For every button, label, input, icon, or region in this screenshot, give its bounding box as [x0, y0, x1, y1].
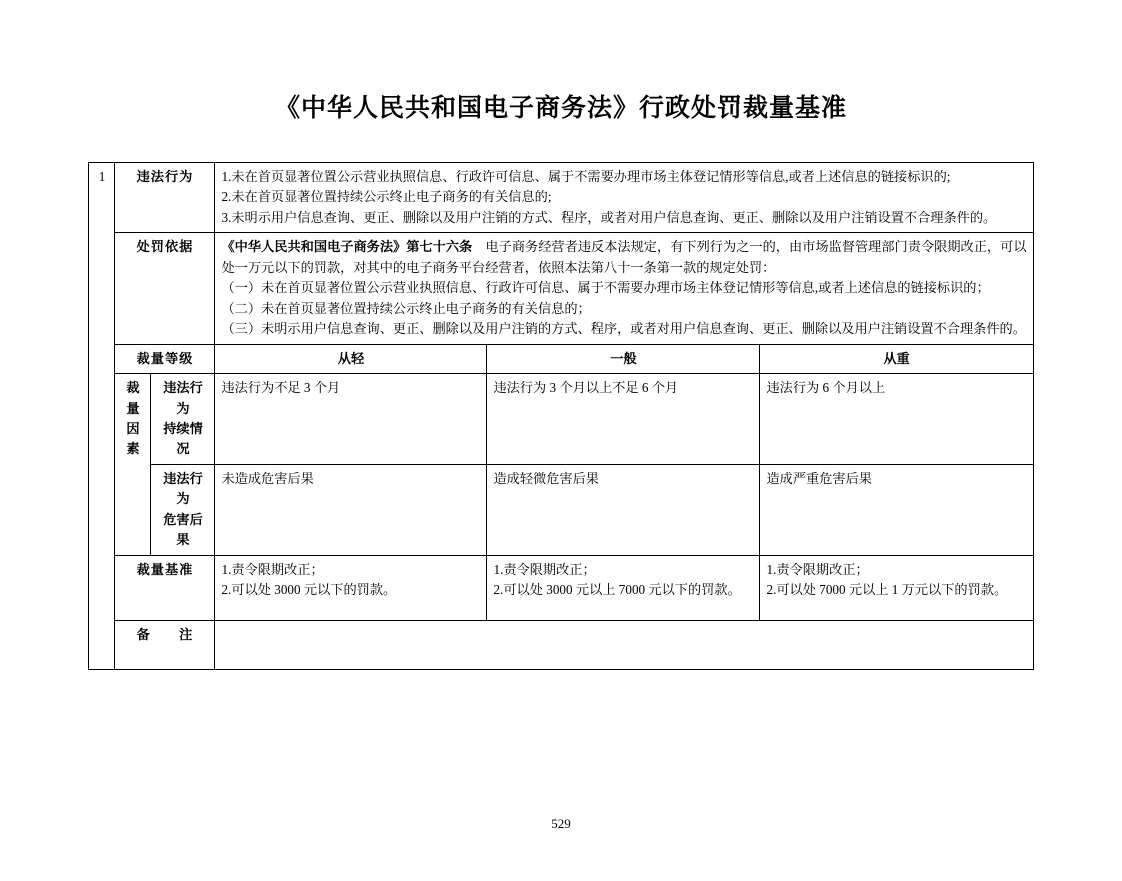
factor-duration-heavy: 违法行为 6 个月以上 — [760, 374, 1033, 465]
factor-duration-normal: 违法行为 3 个月以上不足 6 个月 — [487, 374, 760, 465]
penalty-basis-lead-text: 电子商务经营者违反本法规定，有下列行为之一的，由市场监督管理部门责令限期改正，可以处一万元以下的罚款，对其中的电子商务平台经营者，依照本法第八十一条第一款的规定处罚： — [221, 239, 1027, 275]
standard-heavy-line-2: 2.可以处 7000 元以上 1 万元以下的罚款。 — [766, 582, 1008, 598]
penalty-basis-item-2: （二）未在首页显著位置持续公示终止电子商务的有关信息的； — [221, 300, 591, 316]
standard-light-line-2: 2.可以处 3000 元以下的罚款。 — [221, 582, 397, 598]
table-row-discretion-level — [89, 344, 1033, 373]
factor-harm-heavy: 造成严重危害后果 — [760, 464, 1033, 555]
factor-harm-normal: 造成轻微危害后果 — [487, 464, 760, 555]
discretion-standard-table — [88, 162, 1033, 670]
standard-heavy — [760, 555, 1033, 620]
page-title: 《中华人民共和国电子商务法》行政处罚裁量基准 — [274, 95, 847, 122]
label-factor-duration: 违法行为 持续情况 — [151, 374, 215, 465]
standard-light-line-1: 1.责令限期改正； — [221, 561, 324, 577]
table-row-remarks — [89, 620, 1033, 669]
table-row-factor-harm — [89, 464, 1033, 555]
remarks-value — [215, 620, 1033, 669]
standard-normal-line-2: 2.可以处 3000 元以上 7000 元以下的罚款。 — [493, 582, 741, 598]
illegal-act-item-2: 2.未在首页显著位置持续公示终止电子商务的有关信息的; — [221, 189, 552, 205]
standard-normal — [487, 555, 760, 620]
standard-light — [215, 555, 487, 620]
document-page — [0, 88, 1122, 881]
penalty-basis-item-3: （三）未明示用户信息查询、更正、删除以及用户注销的方式、程序，或者对用户信息查询、更正、删除以及用户注销设置不合理条件的。 — [221, 321, 1026, 337]
row-index-cell: 1 — [89, 163, 115, 670]
illegal-act-item-3: 3.未明示用户信息查询、更正、删除以及用户注销的方式、程序，或者对用户信息查询、更正、删除以及用户注销设置不合理条件的。 — [221, 209, 997, 225]
penalty-basis-content — [215, 233, 1033, 344]
level-normal: 一般 — [487, 344, 760, 373]
table-row-illegal-act — [89, 163, 1033, 233]
factor-harm-light: 未造成危害后果 — [215, 464, 487, 555]
label-discretion-factors: 裁 量 因 素 — [115, 374, 151, 556]
penalty-basis-lead — [221, 237, 1026, 278]
table-row-discretion-standard — [89, 555, 1033, 620]
page-number: 529 — [551, 816, 571, 831]
table-row-factor-duration — [89, 374, 1033, 465]
table-row-penalty-basis — [89, 233, 1033, 344]
penalty-basis-law-title: 《中华人民共和国电子商务法》第七十六条 — [221, 239, 473, 255]
standard-heavy-line-1: 1.责令限期改正； — [766, 561, 869, 577]
label-discretion-level: 裁量等级 — [115, 344, 215, 373]
label-discretion-standard: 裁量基准 — [115, 555, 215, 620]
label-penalty-basis: 处罚依据 — [115, 233, 215, 344]
level-heavy: 从重 — [760, 344, 1033, 373]
label-factor-harm: 违法行为 危害后果 — [151, 464, 215, 555]
label-illegal-act: 违法行为 — [115, 163, 215, 233]
label-remarks: 备 注 — [115, 620, 215, 669]
illegal-act-content — [215, 163, 1033, 233]
illegal-act-item-1: 1.未在首页显著位置公示营业执照信息、行政许可信息、属于不需要办理市场主体登记情形等信息,或者上述信息的链接标识的; — [221, 169, 951, 184]
standard-normal-line-1: 1.责令限期改正； — [493, 561, 596, 577]
penalty-basis-item-1: （一）未在首页显著位置公示营业执照信息、行政许可信息、属于不需要办理市场主体登记情形等信息,或者上述信息的链接标识的； — [221, 280, 990, 296]
level-light: 从轻 — [215, 344, 487, 373]
factor-duration-light: 违法行为不足 3 个月 — [215, 374, 487, 465]
